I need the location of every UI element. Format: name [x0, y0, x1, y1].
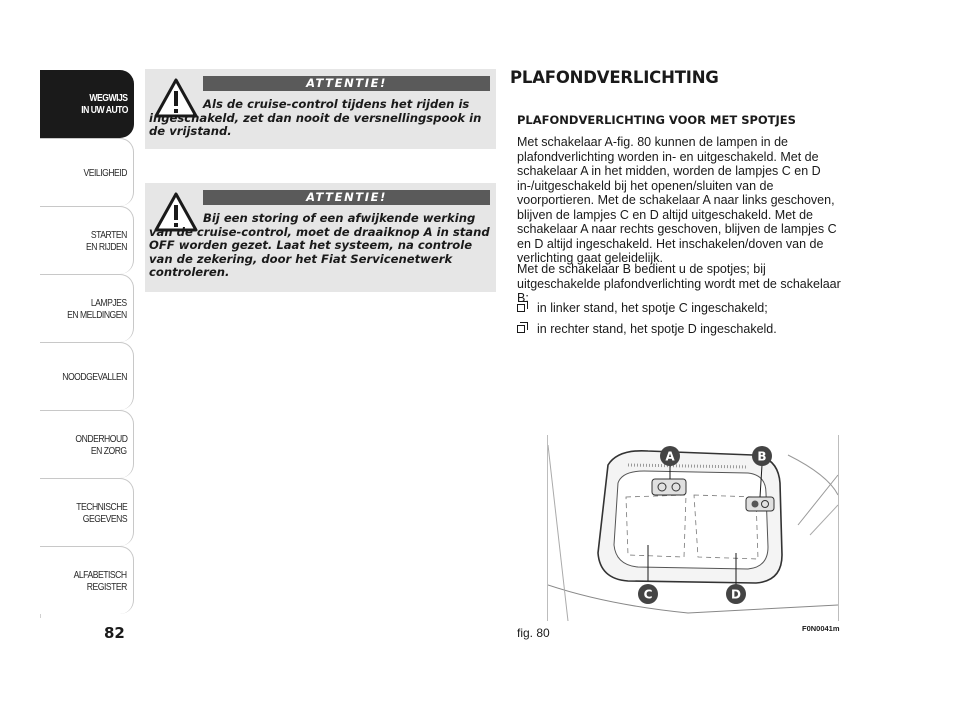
callout-c [638, 584, 658, 604]
tab-alfabetisch-register[interactable] [40, 546, 134, 614]
tab-technische-gegevens[interactable] [40, 478, 134, 546]
tab-label: NOODGEVALLEN [62, 370, 127, 383]
tab-label: LAMPJES [91, 296, 127, 309]
callout-b [752, 446, 772, 466]
tab-label: WEGWIJS [89, 92, 128, 104]
tab-label: EN ZORG [91, 444, 127, 457]
section-title: PLAFONDVERLICHTING [510, 68, 719, 87]
tab-label: EN RIJDEN [85, 240, 127, 253]
tab-noodgevallen[interactable] [40, 342, 134, 410]
paragraph: Met schakelaar A-fig. 80 kunnen de lampen in de plafondverlichting worden in- en uitgeschakeld. Met de schakelaar A in het midden, worden de lampjes C en D in-/uitgeschakeld bij het openen/sluiten van de voorportieren. Met de schakelaar A naar links geschoven, blijven de lampjes C en D altijd uitgeschakeld. Met de schakelaar A naar rechts geschoven, blijven de lampjes C en D altijd ingeschakeld. Het inschakelen/doven van de verlichting gaat geleidelijk. [517, 135, 837, 265]
page-number: 82 [104, 624, 125, 642]
checkbox-bullet-icon [517, 325, 525, 333]
callout-c-label: C [643, 587, 653, 602]
tab-label: EN MELDINGEN [67, 308, 127, 321]
tab-label: TECHNISCHE [75, 500, 127, 513]
tab-label: REGISTER [86, 580, 127, 593]
paragraph: Met de schakelaar B bedient u de spotjes; bij uitgeschakelde plafondverlichting wordt met de schakelaar B: [517, 262, 841, 305]
tab-label: GEGEVENS [82, 512, 127, 525]
warning-box [145, 183, 496, 292]
tab-label: ALFABETISCH [74, 568, 127, 581]
checkbox-bullet-icon [517, 304, 525, 312]
warning-title: ATTENTIE! [203, 76, 490, 91]
list-item [517, 301, 852, 316]
tab-label: IN UW AUTO [81, 104, 128, 116]
section-subtitle: PLAFONDVERLICHTING VOOR MET SPOTJES [517, 113, 796, 127]
warning-box [145, 69, 496, 149]
figure-ceiling-light [547, 435, 839, 621]
tab-wegwijs-in-uw-auto[interactable] [40, 70, 134, 138]
tab-starten-en-rijden[interactable] [40, 206, 134, 274]
list-item-text: in linker stand, het spotje C ingeschakeld; [537, 301, 768, 315]
tab-lampjes-en-meldingen[interactable] [40, 274, 134, 342]
warning-text: Bij een storing of een afwijkende werking van de cruise-control, moet de draaiknop A in stand OFF worden gezet. Laat het systeem, na controle van de zekering, door het Fiat Servicenetwerk controleren. [149, 211, 490, 279]
callout-d [726, 584, 746, 604]
callout-b-label: B [757, 449, 767, 464]
list-item-text: in rechter stand, het spotje D ingeschakeld. [537, 322, 777, 336]
callout-a-label: A [665, 449, 675, 464]
chapter-tabs [40, 70, 134, 614]
tab-veiligheid[interactable] [40, 138, 134, 206]
callout-a [660, 446, 680, 466]
list-item [517, 322, 852, 337]
callout-d-label: D [731, 587, 741, 602]
warning-title: ATTENTIE! [203, 190, 490, 205]
tab-label: STARTEN [91, 228, 127, 241]
ceiling-light-illustration [548, 435, 838, 621]
tab-label: VEILIGHEID [83, 166, 127, 179]
figure-caption: fig. 80 [517, 626, 550, 640]
figure-code: F0N0041m [802, 624, 840, 633]
tab-onderhoud-en-zorg[interactable] [40, 410, 134, 478]
warning-text: Als de cruise-control tijdens het rijden is ingeschakeld, zet dan nooit de versnellingspook in de vrijstand. [149, 97, 482, 138]
tab-label: ONDERHOUD [74, 432, 127, 445]
